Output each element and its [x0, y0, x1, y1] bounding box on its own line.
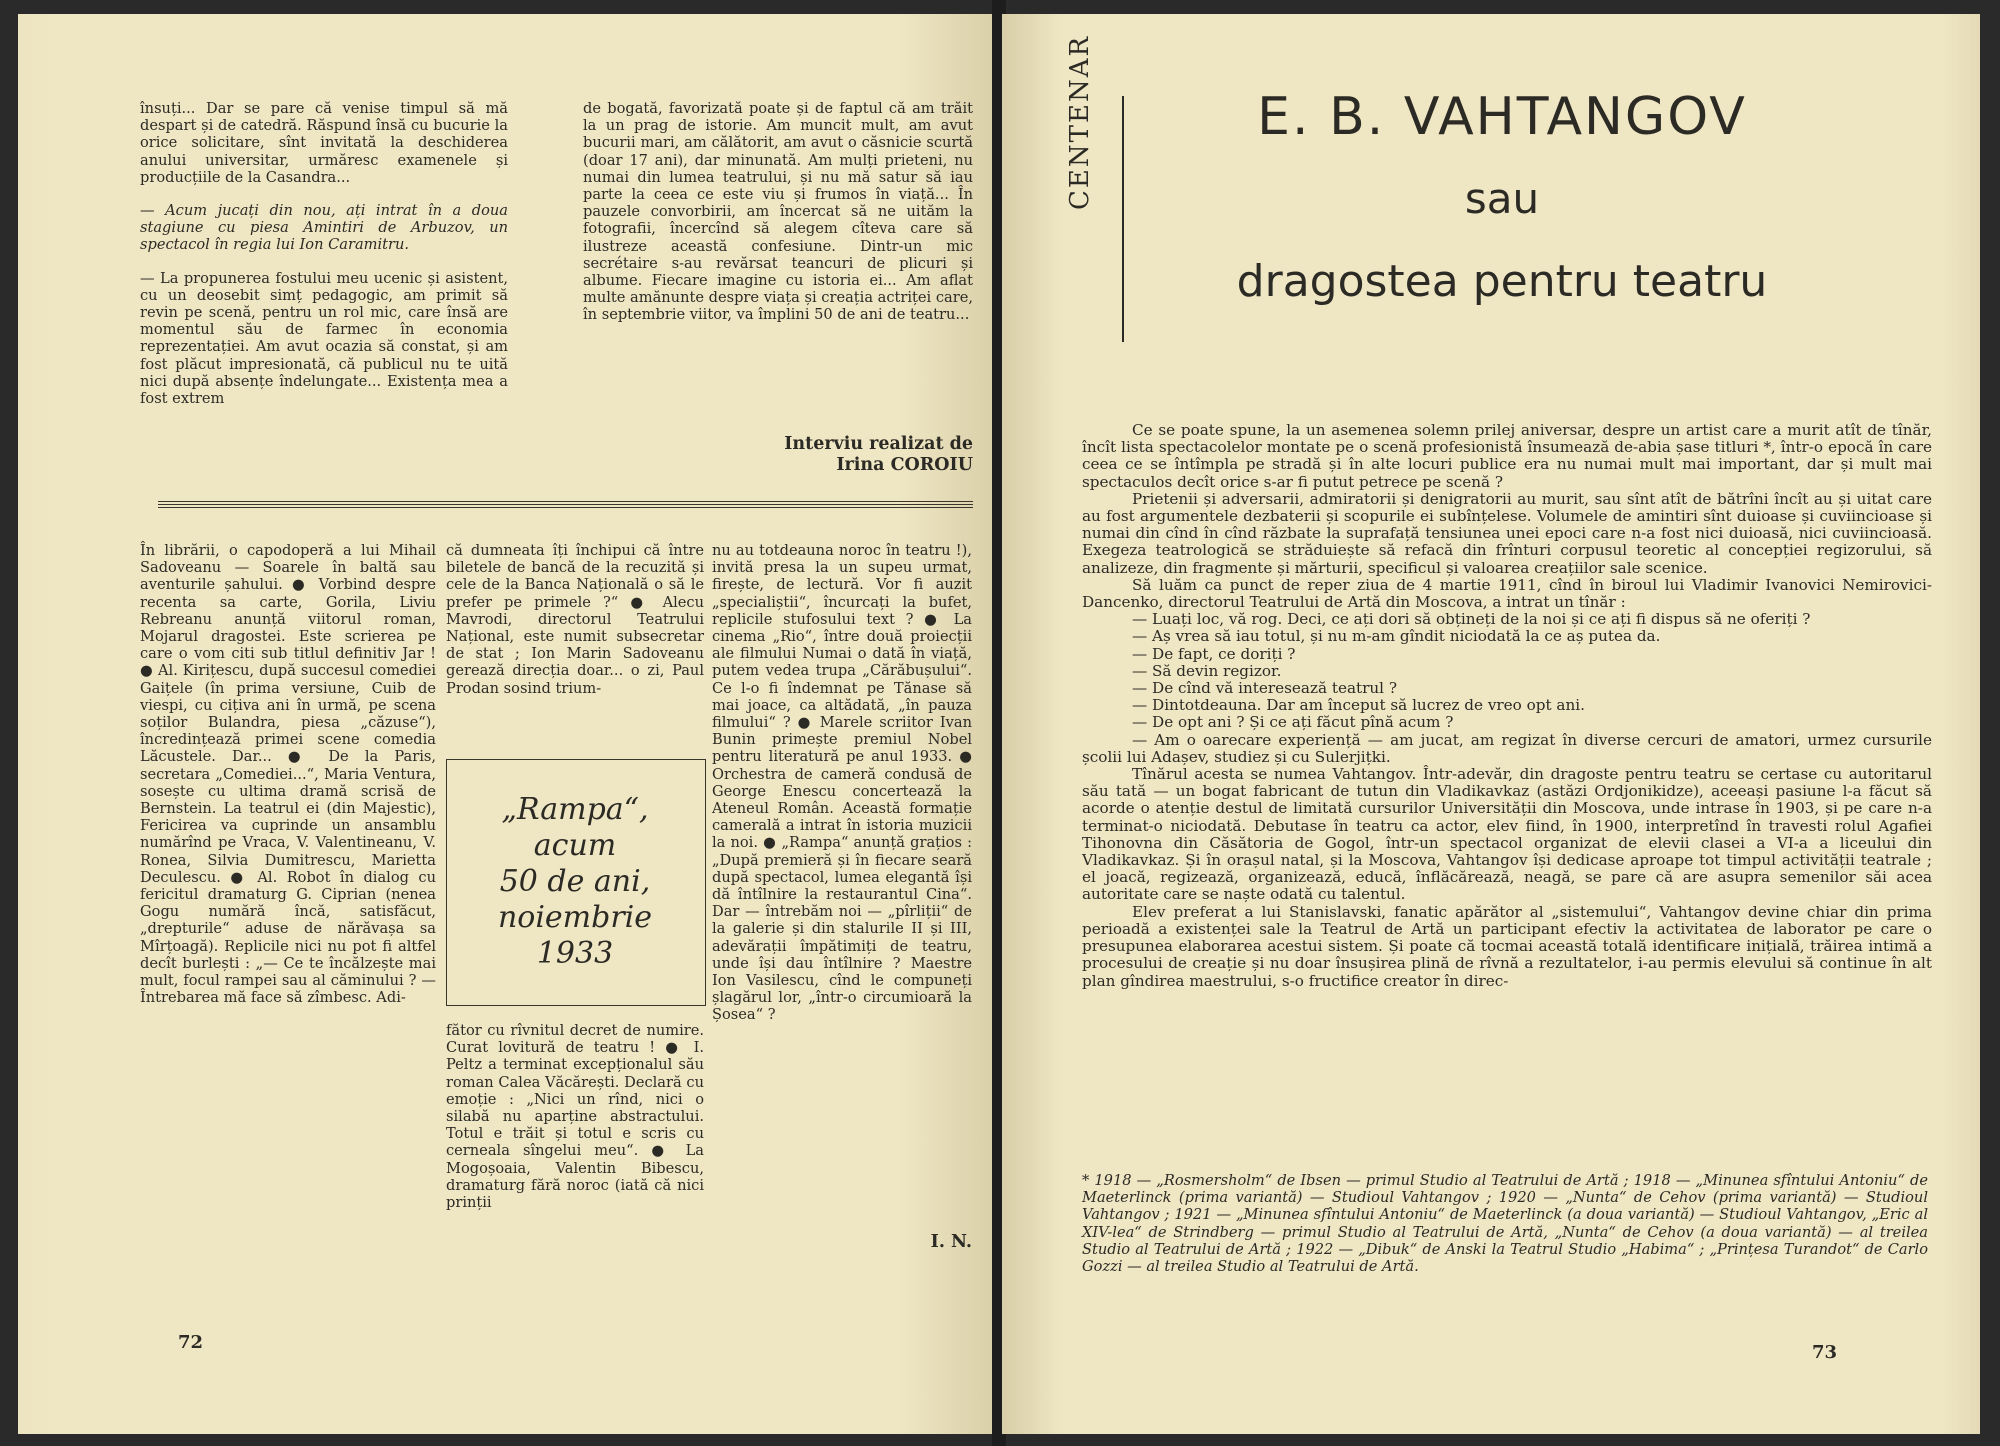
page-number: 72 — [178, 1332, 204, 1353]
credit-line: Interviu realizat de — [784, 434, 973, 454]
article-paragraph: Ce se poate spune, la un asemenea solemn prilej aniversar, despre un artist care a murit atît de tînăr, încît lista spectacolelor montate pe o scenă profesionistă însumează de-abia șase titluri *, într-o epocă în care ceea ce se întîmpla pe stradă și în alte locuri publice era nu numai mult mai important, dar și mult mai spectaculos decît orice s-ar fi putut petrece pe scenă ? — [1082, 421, 1932, 491]
rampa-text: că dumneata îți închipui că între biletele de bancă de la recuzită și cele de la Banca Națională o să le prefer pe primele ?“ ● Alecu Mavrodi, directorul Teatrului Național, este numit subsecretar de stat ; Ion Marin Sadoveanu gerează direcția doar... o zi, Paul Prodan sosind trium- — [446, 542, 704, 697]
article-subtitle-connector: sau — [1464, 174, 1540, 223]
rampa-sidebar-title — [446, 792, 704, 972]
dialogue-line: — Să devin regizor. — [1132, 661, 1282, 680]
article-body — [1082, 422, 1932, 990]
section-divider — [158, 507, 973, 508]
interview-question: — Acum jucați din nou, ați intrat în a doua stagiune cu piesa Amintiri de Arbuzov, un spectacol în regia lui Ion Caramitru. — [140, 202, 508, 254]
rampa-text: fător cu rîvnitul decret de numire. Curat lovitură de teatru ! ● I. Peltz a terminat excepționalul său roman Calea Văcărești. Declară cu emoție : „Nici un rînd, nici o silabă nu aparține abstractului. Totul e trăit și totul e scris cu cerneala sîngelui meu“. ● La Mogoșoaia, Valentin Bibescu, dramaturg fără noroc (iată că nici prinții — [446, 1022, 704, 1212]
interview-column-1 — [140, 100, 508, 407]
rampa-column-2-top — [446, 542, 704, 697]
article-paragraph: Prietenii și adversarii, admiratorii și denigratorii au murit, sau sînt atît de bătrîni încît au și uitat care au fost argumentele dezbaterii și scopurile ei subînțelese. Volumele de amintiri sînt duioase și cuviincioase și numai din cînd în cînd răzbate la suprafață tensiunea unei epoci care n-a fost nici duioasă, nici cuviincioasă. Exegeza teatrologică se străduiește să refacă din frînturi corpusul teoretic al concepției regizorului, să analizeze, din fragmente și mărturii, specificul și valoarea creațiilor sale scenice. — [1082, 489, 1932, 577]
section-rule — [1096, 96, 1124, 342]
dialogue-line: — De opt ani ? Și ce ați făcut pînă acum ? — [1132, 713, 1454, 732]
sidebar-line: 50 de ani, — [499, 864, 651, 899]
dialogue-line: — Aș vrea să iau totul, și nu m-am gîndit niciodată la ce aș putea da. — [1132, 627, 1661, 646]
page-number: 73 — [1812, 1342, 1838, 1363]
dialogue-line: — Luați loc, vă rog. Deci, ce ați dori să obțineți de la noi și ce ați fi dispus să ne oferiți ? — [1132, 610, 1811, 629]
rampa-column-2-bottom — [446, 1022, 704, 1211]
rampa-column-3 — [712, 542, 972, 1024]
interview-column-2 — [583, 100, 973, 324]
sidebar-line: 1933 — [536, 936, 614, 971]
interview-paragraph: însuți... Dar se pare că venise timpul să mă despart și de catedră. Răspund însă cu bucurie la orice solicitare, sînt invitată la deschiderea anului universitar, urmăresc examenele și producțiile de la Casandra... — [140, 100, 508, 186]
sidebar-line: noiembrie — [497, 900, 653, 935]
dialogue-line: — Am o oarecare experiență — am jucat, am regizat în diverse cercuri de amatori, urmez cursurile școlii lui Adașev, studiez și cu Sulerjițki. — [1082, 730, 1932, 766]
rampa-signature: I. N. — [930, 1232, 972, 1252]
interview-paragraph: — La propunerea fostului meu ucenic și asistent, cu un deosebit simț pedagogic, am primit să revin pe scenă, pentru un rol mic, care însă are momentul său de farmec în economia reprezentației. Am avut ocazia să constat, și am fost plăcut impresionată, că publicul nu te uită nici după absențe îndelungate... Existența mea a fost extrem — [140, 269, 508, 408]
section-divider — [158, 504, 973, 505]
interview-credit — [583, 434, 973, 476]
section-label: CENTENAR — [1065, 34, 1095, 210]
sidebar-line: „Rampa“, — [501, 792, 649, 827]
article-paragraph: Elev preferat a lui Stanislavski, fanatic apărător al „sistemului“, Vahtangov devine chiar din prima perioadă a existenței sale la Teatrul de Artă un participant efectiv la activitatea de laborator pe care o presupunea elaborarea acestui sistem. Și poate că tocmai această totală identificare inițială, trăirea intimă a procesului de creație și nu doar însușirea plină de rîvnă a rezultatelor, i-au permis elevului să continue în alt plan gîndirea maestrului, s-o fructifice creator în direc- — [1082, 902, 1932, 990]
dialogue-line: — De cînd vă interesează teatrul ? — [1132, 679, 1397, 698]
article-paragraph: Tînărul acesta se numea Vahtangov. Într-adevăr, din dragoste pentru teatru se certase cu autoritarul său tată — un bogat fabricant de tutun din Vladikavkaz (astăzi Ordjonikidze), aceeași pasiune l-a făcut să acorde o atenție destul de limitată cursurilor Universității din Moscova, unde intrase în 1903, și pe care n-a terminat-o niciodată. Debutase în teatru ca actor, elev fiind, în 1900, interpretînd în travesti rolul Agafiei Tihonovna din Căsătoria de Gogol, într-un spectacol organizat de elevii clasei a VI-a a liceului din Vladikavkaz. Și în orașul natal, și la Moscova, Vahtangov își dedicase aproape tot timpul activității teatrale ; el joacă, regizează, organizează, educă, înflăcărează, neagă, se pare că are asupra semenilor săi acea autoritate care se naște odată cu talentul. — [1082, 765, 1932, 904]
footnote: * 1918 — „Rosmersholm“ de Ibsen — primul Studio al Teatrului de Artă ; 1918 — „Minunea sfîntului Antoniu“ de Maeterlinck (prima variantă) — Studioul Vahtangov ; 1920 — „Nunta“ de Cehov (prima variantă) — Studioul Vahtangov ; 1921 — „Minunea sfîntului Antoniu“ de Maeterlinck (a doua variantă) — Studioul Vahtangov, „Eric al XIV-lea“ de Strindberg — primul Studio al Teatrului de Artă, „Nunta“ de Cehov (a doua variantă) — al treilea Studio al Teatrului de Artă ; 1922 — „Dibuk“ de Anski la Teatrul Studio „Habima“ ; „Prințesa Turandot“ de Carlo Gozzi — al treilea Studio al Teatrului de Artă. — [1082, 1172, 1928, 1276]
dialogue-line: — Dintotdeauna. Dar am început să lucrez de vreo opt ani. — [1132, 696, 1585, 715]
article-paragraph: Să luăm ca punct de reper ziua de 4 martie 1911, cînd în biroul lui Vladimir Ivanovici Nemirovici-Dancenko, directorul Teatrului de Artă din Moscova, a intrat un tînăr : — [1082, 575, 1932, 612]
sidebar-line: acum — [533, 828, 617, 863]
left-page — [18, 14, 996, 1434]
right-page — [1002, 14, 1980, 1434]
interview-paragraph: de bogată, favorizată poate și de faptul că am trăit la un prag de istorie. Am muncit mult, am avut bucurii mari, am călătorit, am avut o căsnicie scurtă (doar 17 ani), dar minunată. Am mulți prieteni, nu numai din lumea teatrului, și nu mă satur să iau parte la ceea ce este viu și frumos în viață... În pauzele convorbirii, am încercat să ne uităm la fotografii, încercînd să alegem cîteva care să ilustreze această confesiune. Dintr-un mic secrétaire s-au revărsat teancuri de plicuri și albume. Fiecare imagine cu istoria ei... Am aflat multe amănunte despre viața și creația actriței care, în septembrie viitor, va împlini 50 de ani de teatru... — [583, 100, 973, 324]
article-title: E. B. VAHTANGOV — [1257, 87, 1747, 147]
rampa-text: nu au totdeauna noroc în teatru !), invită presa la un supeu urmat, firește, de lectură. Vor fi auzit „specialiștii“, încurcați la bufet, replicile stufosului text ? ● La cinema „Rio“, între două proiecții ale filmului Numai o dată în viață, putem vedea trupa „Cărăbușului“. Ce l-o fi îndemnat pe Tănase să mai joace, ca altădată, „în pauza filmului“ ? ● Marele scriitor Ivan Bunin primește premiul Nobel pentru literatură pe anul 1933. ● Orchestra de cameră condusă de George Enescu concertează la Ateneul Român. Această formație camerală a intrat în istoria muzicii la noi. ● „Rampa“ anunță grațios : „După premieră și în fiecare seară după spectacol, lumea elegantă își dă întîlnire la restaurantul Cina“. Dar — întrebăm noi — „pîrliții“ de la galerie și din stalurile II și III, adevărații împătimiți de teatru, unde își dau întîlnire ? Maestre Ion Vasilescu, cînd le compuneți șlagărul lor, „într-o circumioară la Șosea“ ? — [712, 542, 972, 1024]
credit-author: Irina COROIU — [836, 455, 973, 475]
section-divider — [158, 501, 973, 502]
dialogue-line: — De fapt, ce doriți ? — [1132, 644, 1296, 663]
article-subtitle: dragostea pentru teatru — [1236, 256, 1768, 307]
rampa-column-1 — [140, 542, 436, 1006]
rampa-text: În librării, o capodoperă a lui Mihail Sadoveanu — Soarele în baltă sau aventurile șahului. ● Vorbind despre recenta sa carte, Gorila, Liviu Rebreanu anunță viitorul roman, Mojarul dragostei. Este scrierea pe care o vom citi sub titlul definitiv Jar ! ● Al. Kirițescu, după succesul comediei Gaițele (în prima versiune, Cuib de viespi, cu cițiva ani în urmă, pe scena soților Bulandra, piesa „căzuse“), încredințează primei scene comedia Lăcustele. Dar... ● De la Paris, secretara „Comediei...“, Maria Ventura, sosește cu ultima dramă scrisă de Bernstein. La teatrul ei (din Majestic), Fericirea va cuprinde un ansamblu numărînd pe Vraca, V. Valentineanu, V. Ronea, Silvia Dumitrescu, Marietta Deculescu. ● Al. Robot în dialog cu fericitul dramaturg G. Ciprian (nenea Gogu numără încă, satisfăcut, „drepturile“ aduse de nărăvașa sa Mîrțoagă). Replicile nici nu pot fi altfel decît burlești : „— Ce te încălzește mai mult, focul rampei sau al căminului ? — Întrebarea mă face să zîmbesc. Adi- — [140, 542, 436, 1007]
